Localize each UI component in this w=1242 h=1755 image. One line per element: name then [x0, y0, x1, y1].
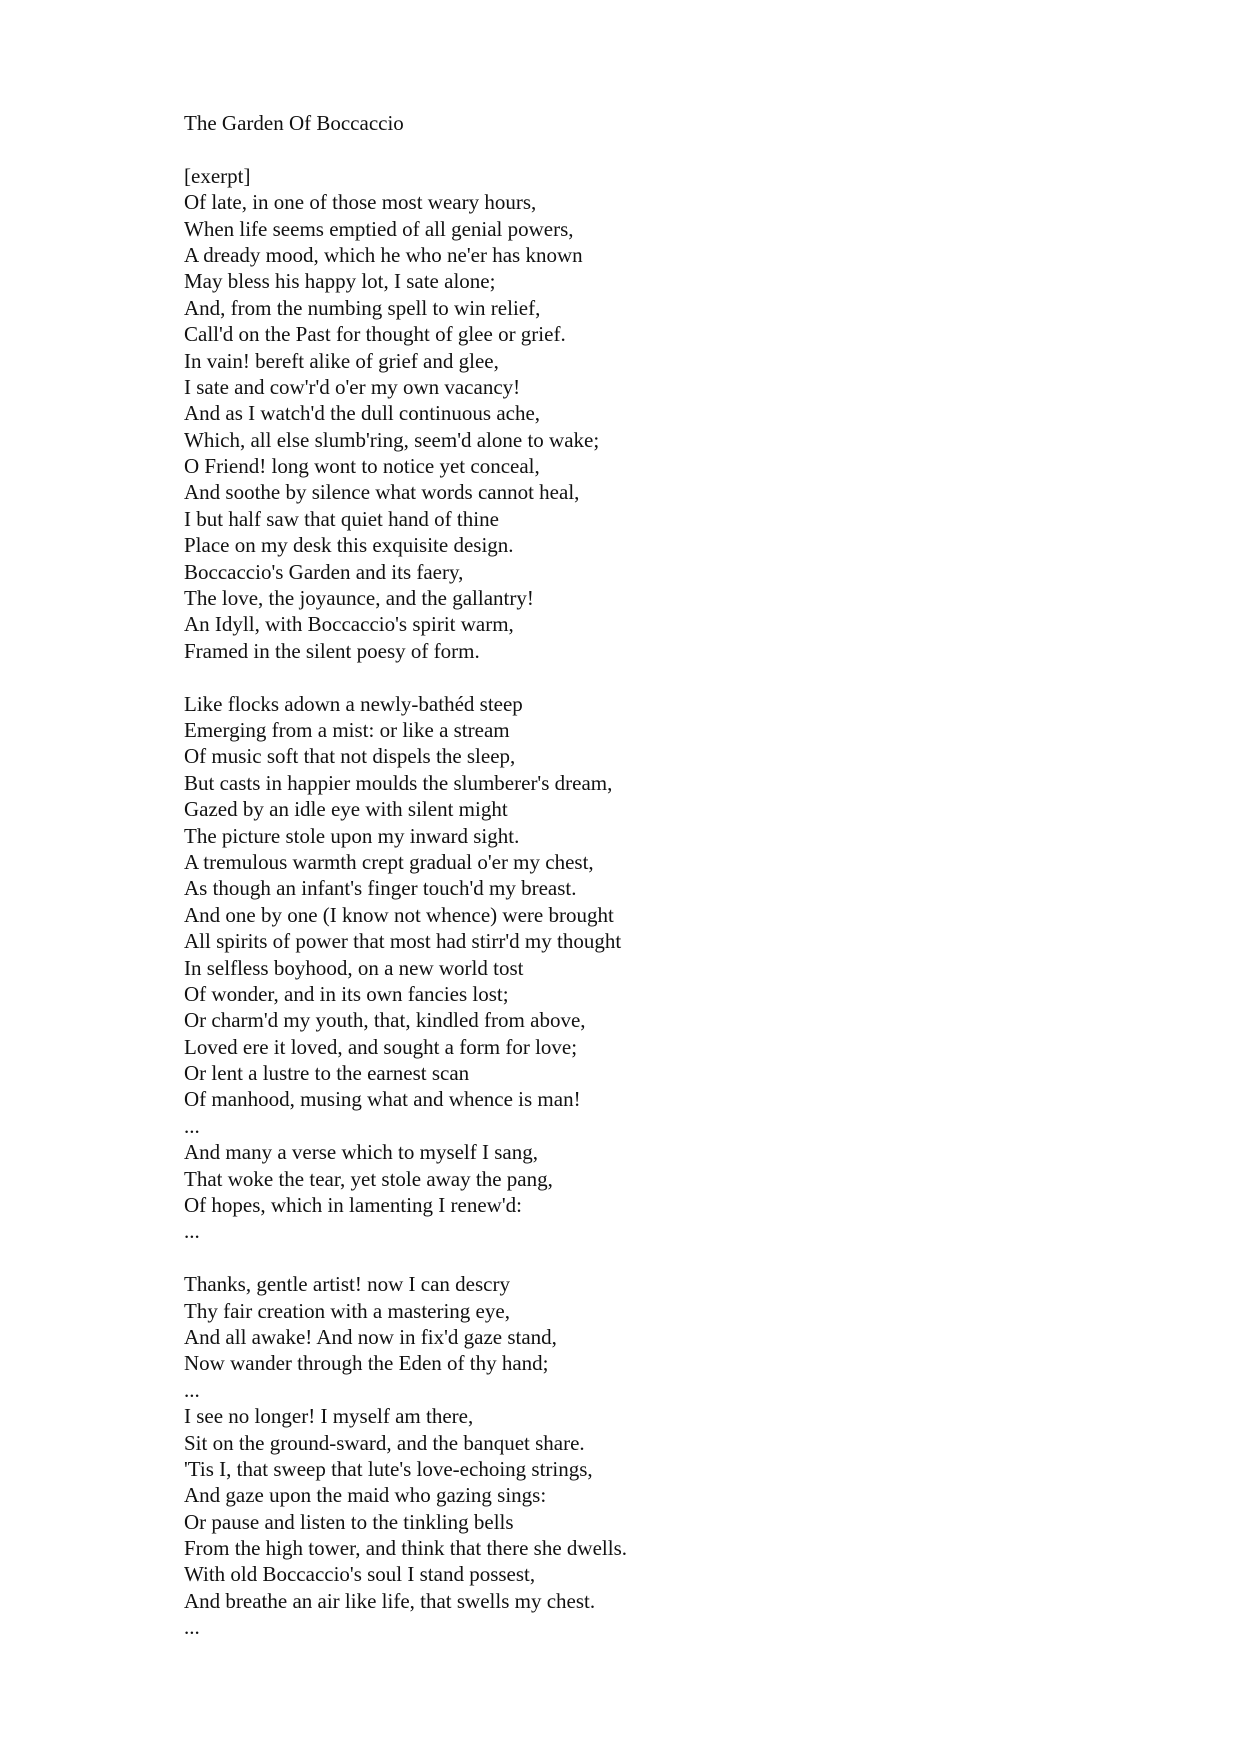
verse-line: Which, all else slumb'ring, seem'd alone to wake;: [184, 427, 600, 452]
verse-line: A dready mood, which he who ne'er has known: [184, 242, 583, 267]
ellipsis-line: ...: [184, 1615, 200, 1640]
verse-line: And many a verse which to myself I sang,: [184, 1140, 538, 1165]
verse-line: O Friend! long wont to notice yet conceal,: [184, 454, 540, 479]
verse-line: And all awake! And now in fix'd gaze stand,: [184, 1324, 557, 1349]
verse-line: That woke the tear, yet stole away the pang,: [184, 1166, 553, 1191]
verse-line: I but half saw that quiet hand of thine: [184, 506, 499, 531]
blank-line: [184, 664, 1084, 690]
verse-line: Of hopes, which in lamenting I renew'd:: [184, 1193, 522, 1218]
verse-line: Boccaccio's Garden and its faery,: [184, 559, 464, 584]
verse-line: Sit on the ground-sward, and the banquet share.: [184, 1430, 585, 1455]
verse-line: Of wonder, and in its own fancies lost;: [184, 981, 509, 1006]
verse-line: A tremulous warmth crept gradual o'er my chest,: [184, 849, 594, 874]
ellipsis-line: ...: [184, 1377, 200, 1402]
verse-line: An Idyll, with Boccaccio's spirit warm,: [184, 612, 514, 637]
ellipsis-line: ...: [184, 1113, 200, 1138]
poem-title: The Garden Of Boccaccio: [184, 111, 404, 135]
verse-line: Or lent a lustre to the earnest scan: [184, 1061, 470, 1086]
verse-line: And breathe an air like life, that swells my chest.: [184, 1588, 596, 1613]
verse-line: In selfless boyhood, on a new world tost: [184, 955, 524, 980]
verse-line: Of music soft that not dispels the sleep,: [184, 744, 516, 769]
verse-line: I see no longer! I myself am there,: [184, 1404, 474, 1429]
verse-line: Or charm'd my youth, that, kindled from above,: [184, 1008, 586, 1033]
verse-line: Gazed by an idle eye with silent might: [184, 797, 508, 822]
verse-line: When life seems emptied of all genial powers,: [184, 216, 574, 241]
verse-line: Place on my desk this exquisite design.: [184, 533, 514, 558]
verse-line: But casts in happier moulds the slumberer's dream,: [184, 770, 613, 795]
verse-line: And as I watch'd the dull continuous ache,: [184, 401, 541, 426]
verse-line: Thy fair creation with a mastering eye,: [184, 1298, 510, 1323]
stanza-2: [184, 691, 1084, 1245]
verse-line: Call'd on the Past for thought of glee or grief.: [184, 322, 566, 347]
poem-text: [184, 110, 1084, 1641]
verse-line: The love, the joyaunce, and the gallantry!: [184, 586, 534, 611]
verse-line: With old Boccaccio's soul I stand possest,: [184, 1562, 536, 1587]
verse-line: In vain! bereft alike of grief and glee,: [184, 348, 499, 373]
verse-line: Or pause and listen to the tinkling bells: [184, 1509, 514, 1534]
verse-line: Thanks, gentle artist! now I can descry: [184, 1272, 510, 1297]
verse-line: And soothe by silence what words cannot heal,: [184, 480, 580, 505]
verse-line: 'Tis I, that sweep that lute's love-echoing strings,: [184, 1456, 593, 1481]
stanza-3: [184, 1271, 1084, 1640]
verse-line: Emerging from a mist: or like a stream: [184, 717, 510, 742]
verse-line: Like flocks adown a newly-bathéd steep: [184, 691, 523, 716]
verse-line: Of manhood, musing what and whence is man!: [184, 1087, 581, 1112]
verse-line: All spirits of power that most had stirr'd my thought: [184, 929, 622, 954]
verse-line: As though an infant's finger touch'd my breast.: [184, 876, 577, 901]
verse-line: Now wander through the Eden of thy hand;: [184, 1351, 549, 1376]
verse-line: And gaze upon the maid who gazing sings:: [184, 1483, 547, 1508]
verse-line: Framed in the silent poesy of form.: [184, 638, 480, 663]
verse-line: From the high tower, and think that there she dwells.: [184, 1536, 627, 1561]
verse-line: I sate and cow'r'd o'er my own vacancy!: [184, 374, 521, 399]
verse-line: May bless his happy lot, I sate alone;: [184, 269, 496, 294]
verse-line: The picture stole upon my inward sight.: [184, 823, 520, 848]
verse-line: Loved ere it loved, and sought a form for love;: [184, 1034, 578, 1059]
verse-line: Of late, in one of those most weary hours,: [184, 190, 537, 215]
blank-line: [184, 1245, 1084, 1271]
excerpt-note: [exerpt]: [184, 163, 251, 188]
ellipsis-line: ...: [184, 1219, 200, 1244]
stanza-1: [184, 189, 1084, 664]
blank-line: [184, 136, 1084, 162]
verse-line: And one by one (I know not whence) were brought: [184, 902, 614, 927]
verse-line: And, from the numbing spell to win relief,: [184, 295, 541, 320]
